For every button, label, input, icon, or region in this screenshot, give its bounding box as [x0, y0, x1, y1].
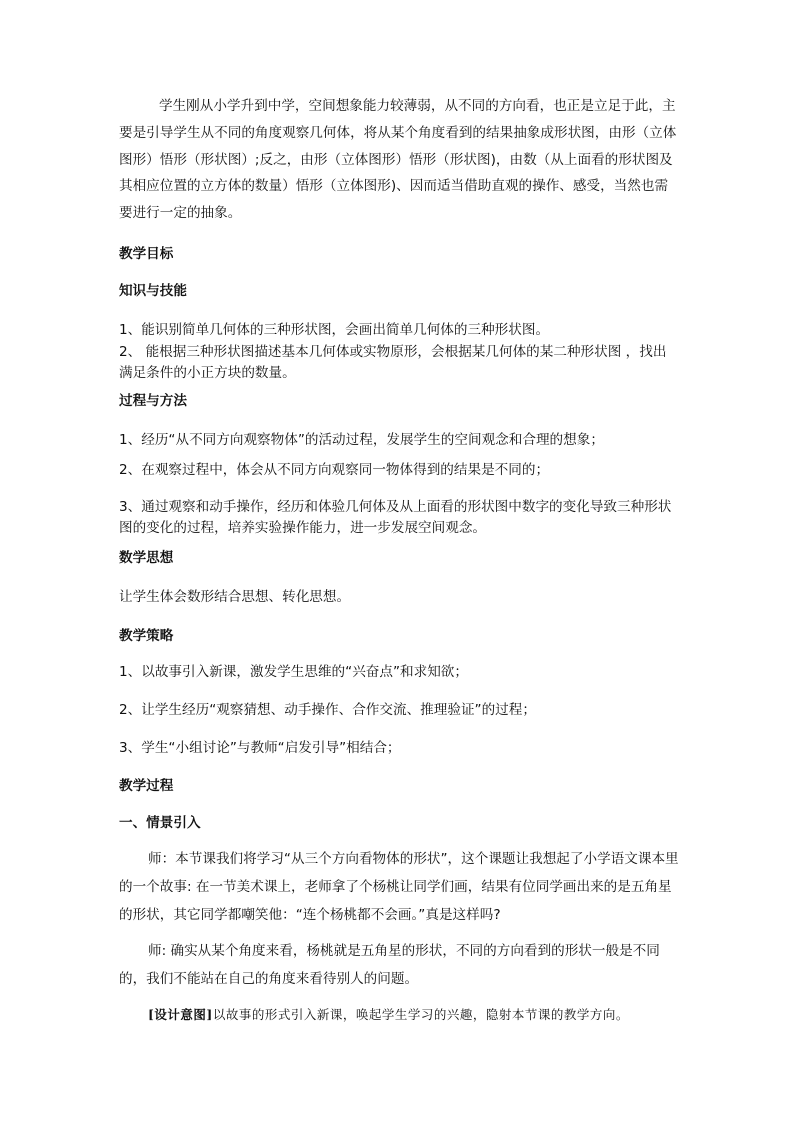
- design-intent: [148, 1005, 688, 1025]
- heading-process-methods: 过程与方法: [119, 393, 187, 409]
- heading-teaching-strategy: 教学策略: [119, 628, 174, 644]
- process-item-2: 2、在观察过程中，体会从不同方向观察同一物体得到的结果是不同的；: [119, 462, 550, 478]
- intro-paragraph: 学生刚从小学升到中学，空间想象能力较薄弱，从不同的方向看，也正是立足于此，主要是引导学生从不同的角度观察几何体，将从某个角度看到的结果抽象成形状图，由形（立体图形）悟形（形状图）;反之，由形（立体图形）悟形（形状图)，由数（从上面看的形状图及其相应位置的立方体的数量）悟形（立体图形)、因而适当借助直观的操作、感受，当然也需要进行一定的抽象。: [119, 98, 677, 222]
- process-item-3: 3、通过观察和动手操作，经历和体验几何体及从上面看的形状图中数字的变化导致三种形状图的变化的过程，培养实验操作能力，进一步发展空间观念。: [119, 499, 672, 536]
- story-paragraph-2: 师: 确实从某个角度来看，杨桃就是五角星的形状，不同的方向看到的形状一般是不同的，我们不能站在自己的角度来看待别人的问题。: [119, 943, 660, 987]
- design-intent-text: 以故事的形式引入新课，唤起学生学习的兴趣，隐射本节课的教学方向。: [212, 1007, 629, 1022]
- story-paragraph-1: 师：本节课我们将学习“从三个方向看物体的形状”，这个课题让我想起了小学语文课本里的一个故事: 在一节美术课上，老师拿了个杨桃让同学们画，结果有位同学画出来的是五角星的形状，其它同学都嘲笑他：“连个杨桃都不会画。”真是这样吗?: [119, 851, 679, 923]
- heading-math-thinking: 数学思想: [119, 550, 174, 566]
- heading-teaching-process: 教学过程: [119, 778, 174, 794]
- heading-knowledge-skills: 知识与技能: [119, 283, 187, 299]
- design-intent-tag: [设计意图]: [148, 1007, 213, 1022]
- knowledge-item-1: 1、能识别简单几何体的三种形状图，会画出简单几何体的三种形状图。: [119, 322, 550, 338]
- strategy-item-2: 2、让学生经历“观察猜想、动手操作、合作交流、推理验证”的过程；: [119, 702, 536, 718]
- strategy-item-1: 1、以故事引入新课，激发学生思维的“兴奋点”和求知欲；: [119, 664, 468, 680]
- heading-teaching-goals: 教学目标: [119, 246, 174, 262]
- strategy-item-3: 3、学生“小组讨论”与教师“启发引导”相结合；: [119, 740, 401, 756]
- process-item-1: 1、经历“从不同方向观察物体”的活动过程，发展学生的空间观念和合理的想象；: [119, 432, 604, 448]
- heading-scene-intro: 一、情景引入: [119, 815, 201, 831]
- knowledge-item-2: 2、 能根据三种形状图描述基本几何体或实物原形，会根据某几何体的某二种形状图 ，找出满足条件的小正方块的数量。: [119, 344, 667, 381]
- math-thinking-text: 让学生体会数形结合思想、转化思想。: [119, 589, 351, 605]
